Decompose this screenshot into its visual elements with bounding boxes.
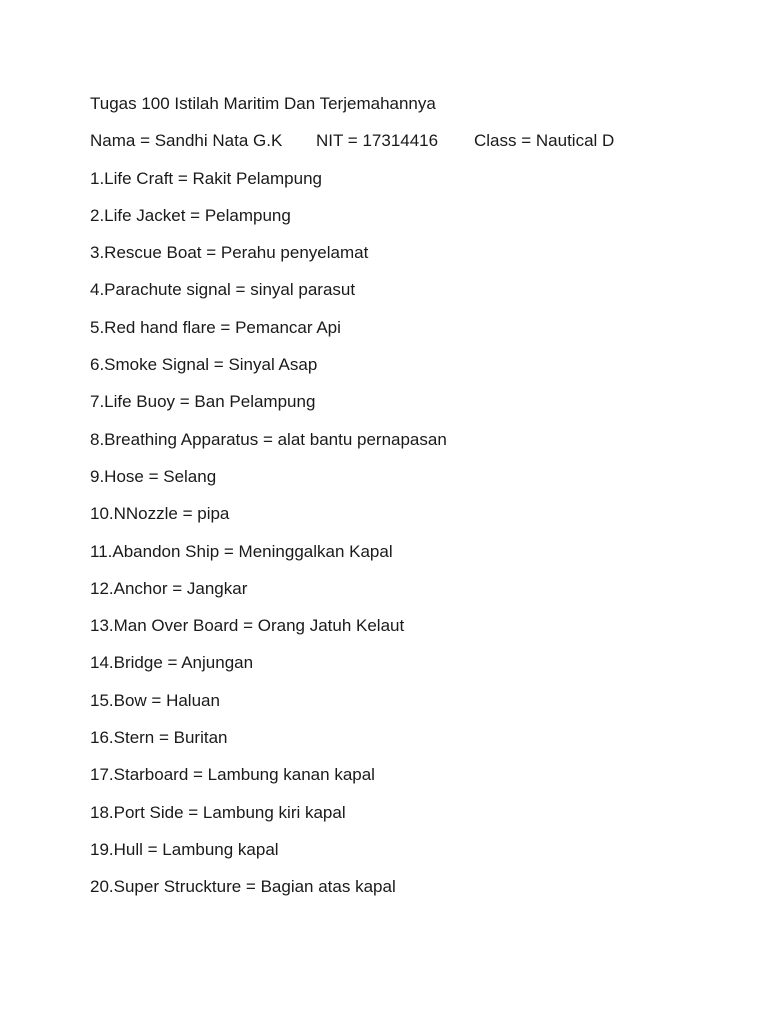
document-title: Tugas 100 Istilah Maritim Dan Terjemahannya [90,94,436,113]
list-item: 3.Rescue Boat = Perahu penyelamat [90,243,369,263]
list-item: 6.Smoke Signal = Sinyal Asap [90,355,318,375]
list-item: 12.Anchor = Jangkar [90,578,248,598]
student-info [90,128,730,165]
list-item: 8.Breathing Apparatus = alat bantu pernapasan [90,429,447,449]
list-item: 16.Stern = Buritan [90,728,228,748]
list-item: 4.Parachute signal = sinyal parasut [90,280,356,300]
list-item: 10.NNozzle = pipa [90,504,230,524]
list-item: 1.Life Craft = Rakit Pelampung [90,168,322,188]
document-body [90,91,730,912]
student-class: Class = Nautical D [474,131,615,151]
list-item: 2.Life Jacket = Pelampung [90,205,291,225]
list-item: 19.Hull = Lambung kapal [90,839,279,859]
list-item: 14.Bridge = Anjungan [90,653,254,673]
list-item: 17.Starboard = Lambung kanan kapal [90,765,375,785]
list-item: 20.Super Struckture = Bagian atas kapal [90,877,396,897]
list-item: 9.Hose = Selang [90,466,217,486]
list-item: 7.Life Buoy = Ban Pelampung [90,392,316,412]
list-item: 5.Red hand flare = Pemancar Api [90,317,341,337]
student-nit: NIT = 17314416 [316,131,439,151]
list-item: 15.Bow = Haluan [90,690,220,710]
student-name: Nama = Sandhi Nata G.K [90,131,283,151]
list-item: 11.Abandon Ship = Meninggalkan Kapal [90,541,393,561]
list-item: 13.Man Over Board = Orang Jatuh Kelaut [90,616,405,636]
list-item: 18.Port Side = Lambung kiri kapal [90,802,346,822]
